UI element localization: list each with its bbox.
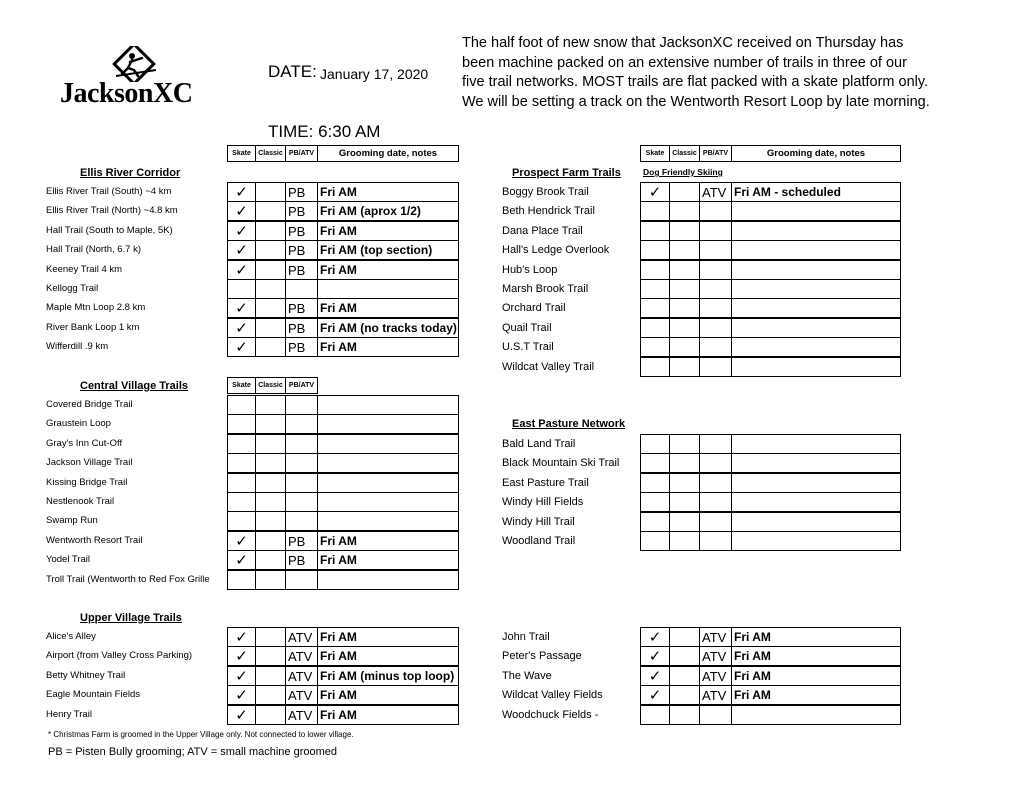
classic-cell <box>669 434 700 454</box>
grooming-notes-cell: Fri AM <box>317 685 459 705</box>
grooming-notes-cell <box>731 279 901 299</box>
trail-name: Airport (from Valley Cross Parking) <box>46 650 193 661</box>
trail-name: Eagle Mountain Fields <box>46 689 140 700</box>
classic-cell <box>669 685 700 705</box>
grooming-notes-cell <box>731 201 901 221</box>
grooming-notes-cell <box>317 511 459 531</box>
skier-emblem-icon <box>112 46 160 82</box>
skate-header: Skate <box>640 145 670 162</box>
grooming-notes-cell <box>731 453 901 473</box>
trail-name: Alice's Alley <box>46 631 96 642</box>
classic-cell <box>669 221 700 241</box>
skate-cell <box>640 705 670 725</box>
classic-cell <box>669 201 700 221</box>
classic-cell <box>669 627 700 647</box>
grooming-notes-cell <box>317 279 459 299</box>
machine-cell: ATV <box>699 627 732 647</box>
trail-name: Peter's Passage <box>502 650 582 662</box>
skate-cell <box>640 201 670 221</box>
machine-cell: ATV <box>285 646 318 666</box>
trail-name: Maple Mtn Loop 2.8 km <box>46 302 146 313</box>
trail-name: Kissing Bridge Trail <box>46 477 128 488</box>
grooming-notes-cell <box>317 473 459 493</box>
skate-cell: ✓ <box>640 666 670 686</box>
skate-cell <box>640 512 670 532</box>
trail-name: Woodchuck Fields - <box>502 709 599 721</box>
classic-cell <box>669 182 700 202</box>
skate-cell: ✓ <box>227 260 256 280</box>
grooming-notes-cell: Fri AM <box>317 550 459 570</box>
dog-friendly-label: Dog Friendly Skiing <box>643 167 723 177</box>
machine-cell <box>699 337 732 357</box>
trail-name: Kellogg Trail <box>46 283 99 294</box>
trail-name: Troll Trail (Wentworth to Red Fox Grille <box>46 574 210 585</box>
machine-cell: ATV <box>285 666 318 686</box>
section-title: Prospect Farm Trails <box>512 167 621 179</box>
grooming-notes-cell: Fri AM <box>317 182 459 202</box>
classic-cell <box>669 318 700 338</box>
machine-cell: PB <box>285 260 318 280</box>
skate-cell: ✓ <box>227 182 256 202</box>
notes-header: Grooming date, notes <box>731 145 901 162</box>
skate-cell <box>227 434 256 454</box>
classic-cell <box>669 666 700 686</box>
skate-cell <box>640 337 670 357</box>
section-title: Upper Village Trails <box>80 612 182 624</box>
machine-header: PB/ATV <box>699 145 732 162</box>
skate-cell: ✓ <box>227 685 256 705</box>
trail-name: Wildcat Valley Fields <box>502 689 603 701</box>
skate-cell: ✓ <box>227 531 256 551</box>
grooming-notes-cell: Fri AM <box>317 627 459 647</box>
trail-name: Hub's Loop <box>502 264 558 276</box>
machine-cell <box>285 395 318 415</box>
skate-cell: ✓ <box>227 337 256 357</box>
grooming-notes-cell <box>731 221 901 241</box>
trail-name: Graustein Loop <box>46 418 111 429</box>
skate-cell: ✓ <box>227 627 256 647</box>
machine-cell <box>699 240 732 260</box>
machine-cell <box>285 511 318 531</box>
classic-cell <box>669 298 700 318</box>
classic-cell <box>255 705 286 725</box>
grooming-notes-cell <box>731 298 901 318</box>
classic-cell <box>669 240 700 260</box>
machine-cell <box>699 357 732 377</box>
skate-cell: ✓ <box>640 646 670 666</box>
classic-cell <box>255 531 286 551</box>
skate-cell <box>227 492 256 512</box>
classic-cell <box>669 279 700 299</box>
classic-cell <box>255 627 286 647</box>
grooming-notes-cell <box>731 337 901 357</box>
machine-cell <box>285 473 318 493</box>
machine-cell <box>699 260 732 280</box>
machine-cell <box>699 221 732 241</box>
classic-cell <box>669 705 700 725</box>
trail-name: Swamp Run <box>46 515 98 526</box>
classic-cell <box>255 298 286 318</box>
section-title: Central Village Trails <box>80 380 189 392</box>
grooming-notes-cell <box>731 240 901 260</box>
grooming-notes-cell <box>731 531 901 551</box>
classic-cell <box>255 337 286 357</box>
classic-cell <box>255 453 286 473</box>
skate-cell: ✓ <box>227 221 256 241</box>
skate-cell: ✓ <box>227 550 256 570</box>
classic-cell <box>669 512 700 532</box>
trail-name: Marsh Brook Trail <box>502 283 589 295</box>
grooming-notes-cell: Fri AM <box>317 221 459 241</box>
date-value: January 17, 2020 <box>320 66 429 82</box>
trail-name: Quail Trail <box>502 322 552 334</box>
footnote: * Christmas Farm is groomed in the Upper Village only. Not connected to lower village. <box>48 730 354 739</box>
classic-cell <box>669 453 700 473</box>
trail-name: Ellis River Trail (North) ~4.8 km <box>46 205 178 216</box>
classic-cell <box>669 337 700 357</box>
machine-cell: ATV <box>699 182 732 202</box>
grooming-notes-cell <box>731 357 901 377</box>
trail-name: Gray's Inn Cut-Off <box>46 438 123 449</box>
date-label: DATE: <box>268 62 317 81</box>
machine-cell: PB <box>285 240 318 260</box>
grooming-notes-cell: Fri AM <box>317 705 459 725</box>
grooming-notes-cell <box>317 434 459 454</box>
machine-cell <box>285 414 318 434</box>
classic-cell <box>255 240 286 260</box>
time-value: 6:30 AM <box>318 122 381 141</box>
machine-cell: PB <box>285 337 318 357</box>
skate-cell: ✓ <box>227 666 256 686</box>
skate-cell: ✓ <box>227 298 256 318</box>
grooming-notes-cell: Fri AM <box>317 337 459 357</box>
classic-cell <box>255 666 286 686</box>
skate-cell <box>640 279 670 299</box>
classic-header: Classic <box>255 377 286 394</box>
time-row <box>268 122 380 142</box>
skate-cell <box>640 260 670 280</box>
classic-cell <box>669 646 700 666</box>
skate-cell <box>227 570 256 590</box>
machine-cell <box>699 492 732 512</box>
skate-cell: ✓ <box>640 182 670 202</box>
skate-cell <box>640 357 670 377</box>
grooming-notes-cell <box>317 492 459 512</box>
machine-cell <box>699 705 732 725</box>
machine-cell: PB <box>285 182 318 202</box>
grooming-notes-cell <box>317 570 459 590</box>
trail-name: Windy Hill Fields <box>502 496 584 508</box>
trail-name: Keeney Trail 4 km <box>46 264 123 275</box>
classic-header: Classic <box>255 145 286 162</box>
trail-name: Wifferdill .9 km <box>46 341 109 352</box>
grooming-notes-cell <box>731 512 901 532</box>
trail-name: Dana Place Trail <box>502 225 583 237</box>
machine-cell: ATV <box>285 627 318 647</box>
machine-cell <box>699 279 732 299</box>
classic-cell <box>255 550 286 570</box>
machine-cell <box>699 453 732 473</box>
trail-name: Hall Trail (South to Maple, 5K) <box>46 225 173 236</box>
skate-cell <box>227 279 256 299</box>
grooming-notes-cell: Fri AM <box>731 646 901 666</box>
classic-cell <box>255 511 286 531</box>
trail-name: Covered Bridge Trail <box>46 399 133 410</box>
grooming-notes-cell <box>317 453 459 473</box>
grooming-notes-cell: Fri AM <box>317 260 459 280</box>
machine-header: PB/ATV <box>285 145 318 162</box>
trail-name: Orchard Trail <box>502 302 566 314</box>
machine-cell: PB <box>285 298 318 318</box>
trail-name: Beth Hendrick Trail <box>502 205 595 217</box>
skate-cell <box>640 473 670 493</box>
trail-name: Windy Hill Trail <box>502 516 575 528</box>
classic-cell <box>255 646 286 666</box>
machine-cell <box>699 434 732 454</box>
trail-name: John Trail <box>502 631 550 643</box>
classic-cell <box>255 279 286 299</box>
trail-name: Hall's Ledge Overlook <box>502 244 610 256</box>
logo-text: JacksonXC <box>60 78 193 109</box>
grooming-notes-cell <box>731 434 901 454</box>
machine-cell <box>285 492 318 512</box>
machine-legend: PB = Pisten Bully grooming; ATV = small machine groomed <box>48 746 337 758</box>
classic-cell <box>669 531 700 551</box>
skate-cell <box>640 492 670 512</box>
skate-header: Skate <box>227 145 256 162</box>
machine-cell <box>699 531 732 551</box>
trail-name: Nestlenook Trail <box>46 496 115 507</box>
section-title: East Pasture Network <box>512 418 626 430</box>
grooming-notes-cell <box>731 492 901 512</box>
skate-cell <box>227 414 256 434</box>
skate-cell <box>640 434 670 454</box>
time-label: TIME: <box>268 122 314 141</box>
classic-cell <box>255 414 286 434</box>
machine-cell: ATV <box>699 646 732 666</box>
grooming-notes-cell <box>731 705 901 725</box>
machine-cell: ATV <box>699 666 732 686</box>
grooming-notice: The half foot of new snow that JacksonXC received on Thursday has been machine packed on an extensive number of trails in three of our five trail networks. MOST trails are flat packed with a skate platform only. We will be setting a track on the Wentworth Resort Loop by late morning. <box>462 35 930 110</box>
classic-header: Classic <box>669 145 700 162</box>
machine-cell: PB <box>285 550 318 570</box>
machine-cell: ATV <box>285 705 318 725</box>
trail-name: Wentworth Resort Trail <box>46 535 143 546</box>
grooming-notes-cell: Fri AM <box>731 666 901 686</box>
grooming-notes-cell: Fri AM <box>317 531 459 551</box>
trail-name: Yodel Trail <box>46 554 91 565</box>
machine-header: PB/ATV <box>285 377 318 394</box>
classic-cell <box>255 318 286 338</box>
trail-name: Woodland Trail <box>502 535 576 547</box>
skate-header: Skate <box>227 377 256 394</box>
trail-name: Henry Trail <box>46 709 92 720</box>
classic-cell <box>255 221 286 241</box>
skate-cell <box>640 298 670 318</box>
classic-cell <box>669 492 700 512</box>
classic-cell <box>669 260 700 280</box>
skate-cell: ✓ <box>227 201 256 221</box>
grooming-notes-cell: Fri AM <box>731 627 901 647</box>
trail-name: Bald Land Trail <box>502 438 576 450</box>
trail-name: East Pasture Trail <box>502 477 589 489</box>
classic-cell <box>255 395 286 415</box>
skate-cell <box>227 395 256 415</box>
skate-cell <box>640 240 670 260</box>
skate-cell <box>640 531 670 551</box>
skate-cell <box>227 511 256 531</box>
classic-cell <box>255 182 286 202</box>
trail-name: Betty Whitney Trail <box>46 670 126 681</box>
classic-cell <box>255 685 286 705</box>
grooming-notes-cell <box>731 318 901 338</box>
skate-cell: ✓ <box>640 627 670 647</box>
grooming-notes-cell: Fri AM <box>317 646 459 666</box>
jacksonxc-logo <box>60 46 200 110</box>
grooming-notes-cell: Fri AM <box>317 298 459 318</box>
machine-cell <box>285 453 318 473</box>
classic-cell <box>255 260 286 280</box>
skate-cell: ✓ <box>640 685 670 705</box>
grooming-notes-cell <box>731 473 901 493</box>
machine-cell <box>285 434 318 454</box>
skate-cell <box>227 453 256 473</box>
trail-name: Wildcat Valley Trail <box>502 361 595 373</box>
classic-cell <box>255 201 286 221</box>
machine-cell <box>285 279 318 299</box>
classic-cell <box>255 570 286 590</box>
skate-cell <box>640 453 670 473</box>
trail-name: Boggy Brook Trail <box>502 186 589 198</box>
classic-cell <box>255 473 286 493</box>
machine-cell <box>699 298 732 318</box>
section-title: Ellis River Corridor <box>80 167 181 179</box>
notes-header: Grooming date, notes <box>317 145 459 162</box>
grooming-notes-cell <box>317 414 459 434</box>
skate-cell: ✓ <box>227 318 256 338</box>
machine-cell: PB <box>285 201 318 221</box>
machine-cell: ATV <box>285 685 318 705</box>
classic-cell <box>255 492 286 512</box>
machine-cell: ATV <box>699 685 732 705</box>
machine-cell <box>699 318 732 338</box>
trail-name: River Bank Loop 1 km <box>46 322 140 333</box>
machine-cell: PB <box>285 221 318 241</box>
machine-cell <box>699 473 732 493</box>
grooming-notes-cell: Fri AM - scheduled <box>731 182 901 202</box>
grooming-notes-cell: Fri AM (no tracks today) <box>317 318 459 338</box>
machine-cell: PB <box>285 531 318 551</box>
skate-cell: ✓ <box>227 646 256 666</box>
trail-name: Ellis River Trail (South) ~4 km <box>46 186 172 197</box>
grooming-notes-cell <box>731 260 901 280</box>
trail-name: The Wave <box>502 670 552 682</box>
skate-cell: ✓ <box>227 705 256 725</box>
machine-cell <box>699 201 732 221</box>
grooming-notes-cell: Fri AM (minus top loop) <box>317 666 459 686</box>
skate-cell: ✓ <box>227 240 256 260</box>
classic-cell <box>669 473 700 493</box>
trail-name: U.S.T Trail <box>502 341 554 353</box>
trail-name: Black Mountain Ski Trail <box>502 457 620 469</box>
skate-cell <box>640 221 670 241</box>
trail-name: Hall Trail (North, 6.7 k) <box>46 244 142 255</box>
trail-name: Jackson Village Trail <box>46 457 133 468</box>
machine-cell: PB <box>285 318 318 338</box>
classic-cell <box>255 434 286 454</box>
grooming-notes-cell: Fri AM <box>731 685 901 705</box>
machine-cell <box>699 512 732 532</box>
skate-cell <box>640 318 670 338</box>
grooming-notes-cell <box>317 395 459 415</box>
classic-cell <box>669 357 700 377</box>
grooming-notes-cell: Fri AM (top section) <box>317 240 459 260</box>
skate-cell <box>227 473 256 493</box>
machine-cell <box>285 570 318 590</box>
grooming-notes-cell: Fri AM (aprox 1/2) <box>317 201 459 221</box>
